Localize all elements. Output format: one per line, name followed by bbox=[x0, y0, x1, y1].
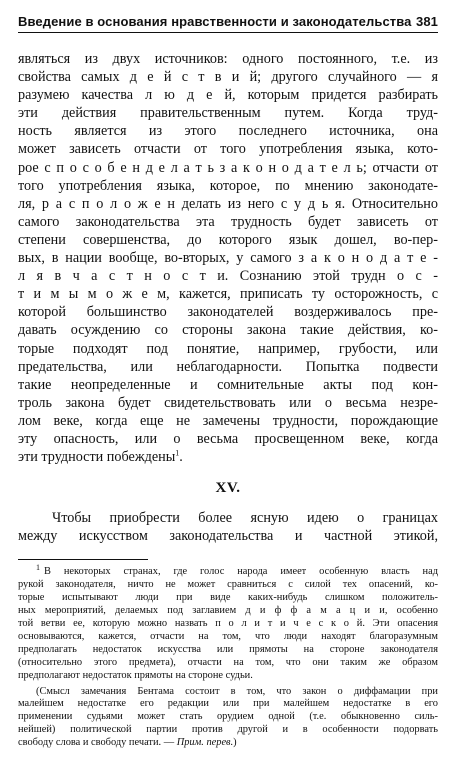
book-page bbox=[18, 14, 438, 764]
footnote-line-text: В некоторых странах, где голос народа имеет особенную власть над bbox=[44, 566, 438, 578]
footnote-line: той ветви ее, которую можно назвать п о л и т и ч е с к о й. Эти опасения bbox=[18, 617, 438, 629]
text-line: рое с п о с о б е н д е л а т ь з а к о н о д а т е л ь; отчасти от bbox=[18, 159, 438, 176]
text-line: свойства самых д е й с т в и й; другого случайного — я bbox=[18, 69, 438, 86]
footnote-1 bbox=[18, 562, 438, 682]
footnote-line: применении судьями может стать орудием одной (т.е. обыкновенно силь- bbox=[18, 711, 438, 723]
footnote-line: ных мероприятий, делаемых под заглавием д и ф ф а м а ц и и, особенно bbox=[18, 605, 438, 617]
text-line: давать осуждению со стороны закона такие действия, ко- bbox=[18, 322, 438, 339]
text-line: между искусством законодательства и частной этикой, bbox=[18, 528, 438, 545]
section-heading: XV. bbox=[215, 480, 241, 497]
text-line: такие неопределенные и сомнительные акты под кон- bbox=[18, 376, 438, 393]
page-number: 381 bbox=[416, 14, 438, 29]
footnote-translator-note bbox=[18, 686, 438, 751]
text-line: эту опасность, или о весьма просвещенном веке, когда bbox=[18, 430, 438, 447]
footnote-line: малейшем недостатке его редакции или при малейшем недостатке в его bbox=[18, 698, 438, 710]
text-line: которой большинство законодателей воздерживалось пре- bbox=[18, 304, 438, 321]
footnotes bbox=[18, 562, 438, 750]
text-line: торые подходят под понятие, например, грубости, или bbox=[18, 340, 438, 357]
second-paragraph bbox=[18, 509, 438, 545]
footnote-line: предполагать недостаток искусства или прямоты на стороне законодателя bbox=[18, 643, 438, 655]
text-line: эти действия правительственным путем. Когда труд- bbox=[18, 105, 438, 122]
text-line-content: эти трудности побеждены bbox=[18, 449, 176, 466]
footnote-line: (относительно этого предмета), отчасти на том, что они таким же образом bbox=[18, 656, 438, 668]
footnote-line: рукой законодателя, ничто не может сравниться с силой тех опасений, ко- bbox=[18, 579, 438, 591]
text-line-last: эти трудности побеждены$^1$. bbox=[18, 448, 183, 466]
text-line: может зависеть отчасти от того употребления языка, кото- bbox=[18, 141, 438, 158]
footnote-line-text: свободу слова и свободу печати. — bbox=[18, 737, 177, 749]
footnote-line: основываются, кажется, отчасти на том, что люди находят благоразумным bbox=[18, 630, 438, 642]
footnote-line-end: ) bbox=[233, 737, 237, 749]
footnote-separator bbox=[18, 559, 148, 560]
main-paragraph bbox=[18, 50, 438, 466]
footnote-line bbox=[18, 562, 438, 579]
text-line: Чтобы приобрести более ясную идею о границах bbox=[52, 510, 438, 527]
text-line: того употребления языка, которое, по мнению законодате- bbox=[18, 177, 438, 194]
text-line: ля, р а с п о л о ж е н делать из него с у д ь я. Относительно bbox=[18, 195, 438, 212]
footnote-line: нейшей) политической партии против другой и в особенности подорвать bbox=[18, 724, 438, 736]
text-line: лом веке, когда еще не замечены трудности, порождающие bbox=[18, 412, 438, 429]
text-line: л я в ч а с т н о с т и. Сознанию этой трудн о с - bbox=[18, 268, 438, 285]
footnote-line: предполагают недостаток прямоты на стороне судьи. bbox=[18, 669, 253, 681]
text-line: т и м ы м о ж е м, кажется, приписать ту осторожность, с bbox=[18, 286, 438, 303]
translator-note-label: Прим. перев. bbox=[176, 737, 234, 749]
footnote-line-last bbox=[18, 737, 438, 750]
text-line: разумею качества л ю д е й, которым придется разбирать bbox=[18, 87, 438, 104]
text-line: предательства, или неблагодарности. Попытка подвести bbox=[18, 358, 438, 375]
footnote-line: (Смысл замечания Бентама состоит в том, что закон о диффамации при bbox=[36, 685, 438, 697]
text-line: самого законодательства эта трудность будет зависеть от bbox=[18, 213, 438, 230]
running-head bbox=[18, 14, 438, 33]
text-line: являться из двух источников: одного постоянного, т.е. из bbox=[18, 51, 438, 67]
text-line: троль закона будет свидетельствовать или о весьма незре- bbox=[18, 394, 438, 411]
text-line: ность является из этого последнего источника, она bbox=[18, 123, 438, 140]
running-head-title: Введение в основания нравственности и законодательства bbox=[18, 14, 412, 29]
footnote-mark: 1 bbox=[36, 562, 40, 572]
footnote-line: торые испытывают люди при виде каких-нибудь слишком положитель- bbox=[18, 592, 438, 604]
text-line: степени совершенства, до которого язык дошел, во-пер- bbox=[18, 231, 438, 248]
footnote-reference: 1 bbox=[175, 448, 180, 458]
text-line: вых, в нации вообще, во-вторых, у самого з а к о н о д а т е - bbox=[18, 250, 438, 267]
